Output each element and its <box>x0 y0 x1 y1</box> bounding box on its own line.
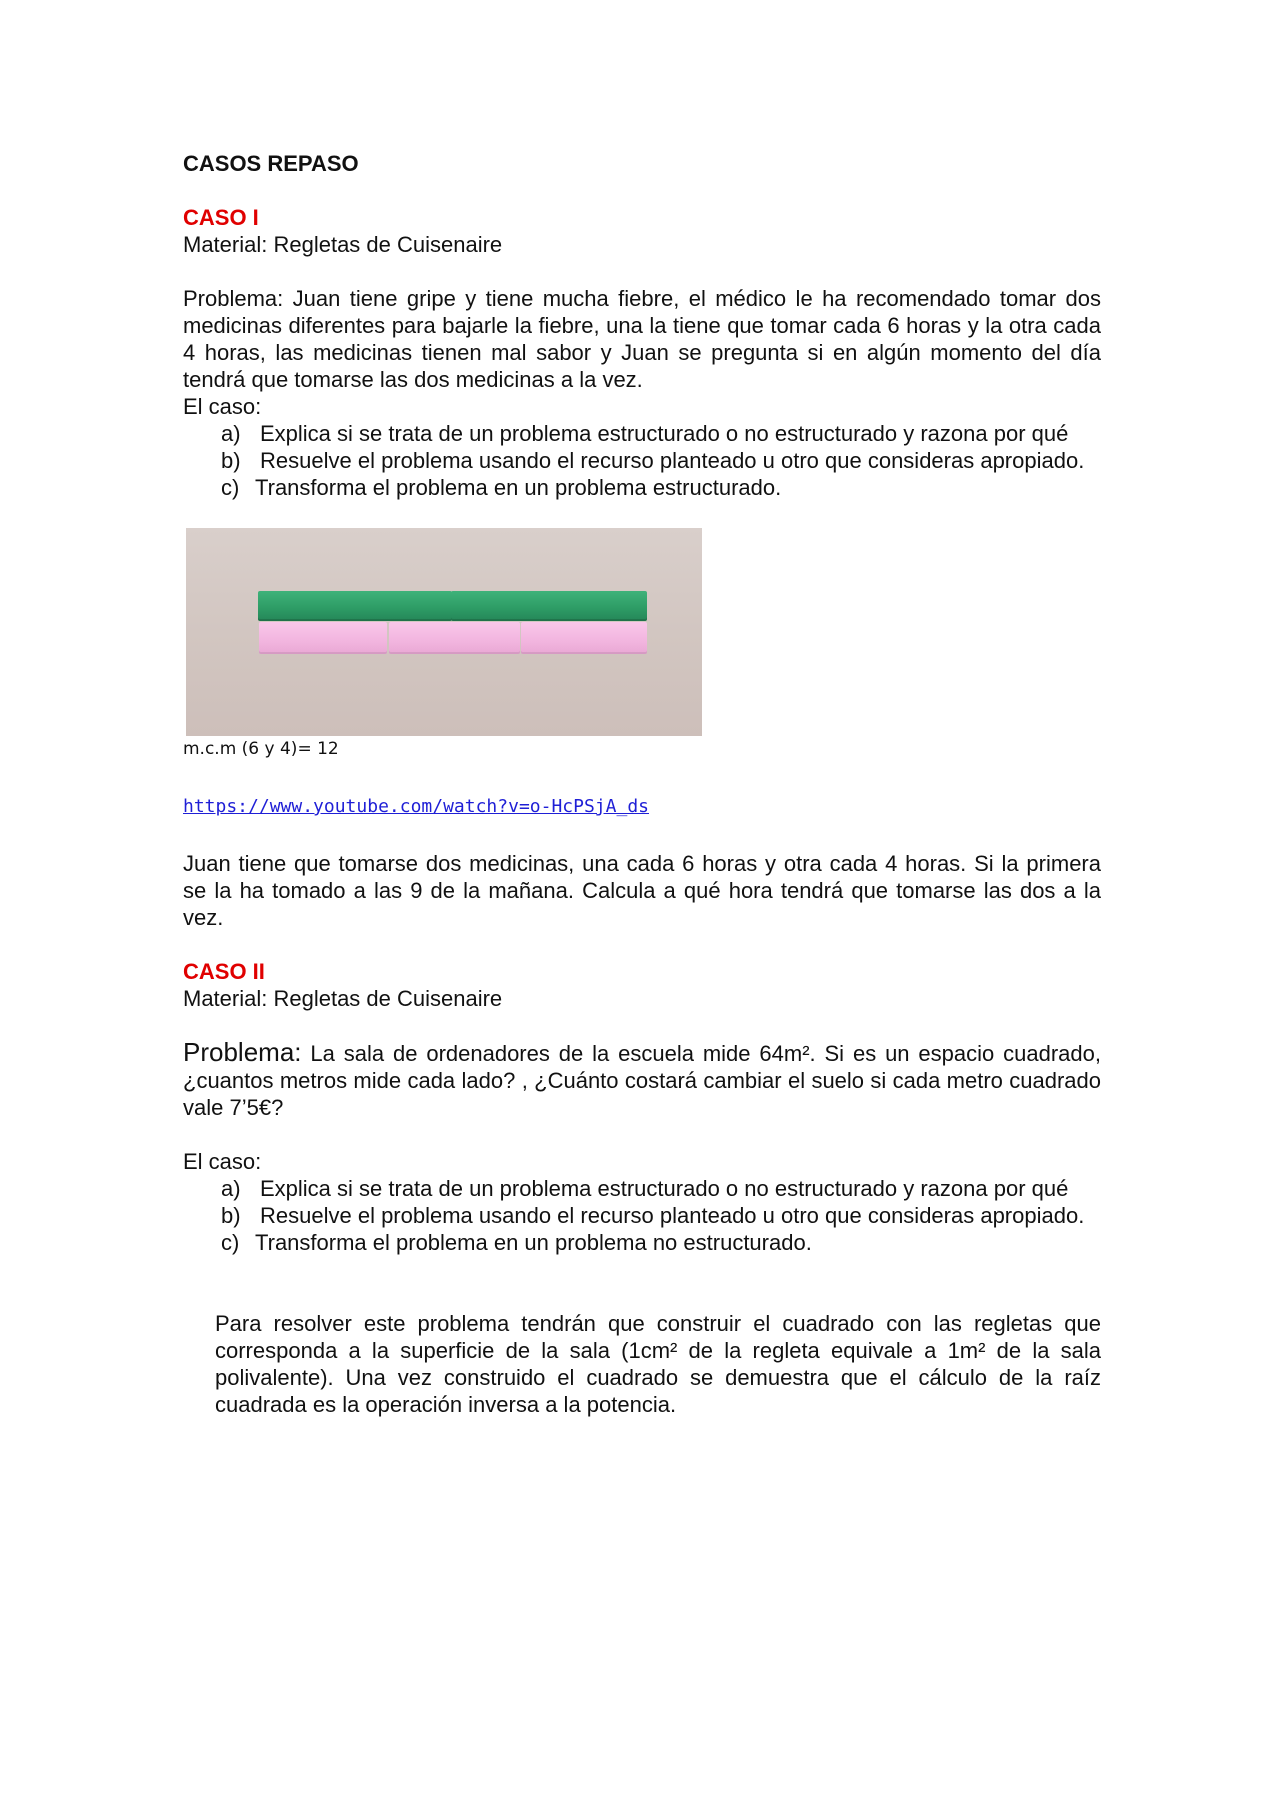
case-2-case-label: El caso: <box>183 1149 262 1174</box>
case-2-material: Material: Regletas de Cuisenaire <box>183 986 503 1011</box>
list-marker: a) <box>221 1176 241 1201</box>
case-2-problem <box>183 1039 1101 1121</box>
list-marker: b) <box>221 448 241 473</box>
green-rod-left <box>258 591 452 621</box>
case-1-task-b <box>183 447 1101 474</box>
case-1-case-label: El caso: <box>183 394 262 419</box>
case-2-problem-label: Problema: <box>183 1037 302 1067</box>
case-2-heading: CASO II <box>183 959 265 984</box>
document-content <box>183 150 1101 1418</box>
list-item-text: Resuelve el problema usando el recurso planteado u otro que consideras apropiado. <box>260 1203 1085 1228</box>
list-item-text: Explica si se trata de un problema estructurado o no estructurado y razona por qué <box>260 1176 1069 1201</box>
case-2-solution: Para resolver este problema tendrán que construir el cuadrado con las regletas que corresponda a la superficie de la sala (1cm² de la regleta equivale a 1m² de la sala polivalente). Una vez construido el cuadrado se demuestra que el cálculo de la raíz cuadrada es la operación inversa a la potencia. <box>215 1311 1101 1417</box>
case-1-task-list <box>183 420 1101 501</box>
list-marker: c) <box>221 475 240 500</box>
list-item-text: Explica si se trata de un problema estructurado o no estructurado y razona por qué <box>260 421 1069 446</box>
pink-rod-1 <box>259 622 387 654</box>
list-marker: c) <box>221 1230 240 1255</box>
case-2-task-c <box>183 1229 1101 1256</box>
youtube-link[interactable]: https://www.youtube.com/watch?v=o-HcPSjA_ds <box>183 796 649 817</box>
case-1-material: Material: Regletas de Cuisenaire <box>183 232 503 257</box>
pink-rod-2 <box>389 622 520 654</box>
list-item-text: Transforma el problema en un problema estructurado. <box>255 475 782 500</box>
list-item-text: Transforma el problema en un problema no estructurado. <box>255 1230 812 1255</box>
case-2-task-b <box>183 1202 1101 1229</box>
case-1-task-c <box>183 474 1101 501</box>
case-1-structured-problem: Juan tiene que tomarse dos medicinas, una cada 6 horas y otra cada 4 horas. Si la primera se la ha tomado a las 9 de la mañana. Calcula a qué hora tendrá que tomarse las dos a la vez. <box>183 851 1101 930</box>
list-marker: a) <box>221 421 241 446</box>
case-1-heading: CASO I <box>183 205 259 230</box>
case-1-task-a <box>183 420 1101 447</box>
case-2-task-a <box>183 1175 1101 1202</box>
list-marker: b) <box>221 1203 241 1228</box>
case-2-problem-text: La sala de ordenadores de la escuela mide 64m². Si es un espacio cuadrado, ¿cuantos metros mide cada lado? , ¿Cuánto costará cambiar el suelo si cada metro cuadrado vale 7’5€? <box>183 1041 1101 1120</box>
list-item-text: Resuelve el problema usando el recurso planteado u otro que consideras apropiado. <box>260 448 1085 473</box>
cuisenaire-rods-photo <box>186 528 702 736</box>
green-rod-right <box>451 591 647 621</box>
case-2-task-list <box>183 1175 1101 1256</box>
pink-rod-3 <box>521 622 647 654</box>
lcm-caption: m.c.m (6 y 4)= 12 <box>183 739 339 759</box>
case-1-problem: Problema: Juan tiene gripe y tiene mucha fiebre, el médico le ha recomendado tomar dos medicinas diferentes para bajarle la fiebre, una la tiene que tomar cada 6 horas y la otra cada 4 horas, las medicinas tienen mal sabor y Juan se pregunta si en algún momento del día tendrá que tomarse las dos medicinas a la vez. <box>183 286 1101 392</box>
document-title: CASOS REPASO <box>183 151 359 176</box>
